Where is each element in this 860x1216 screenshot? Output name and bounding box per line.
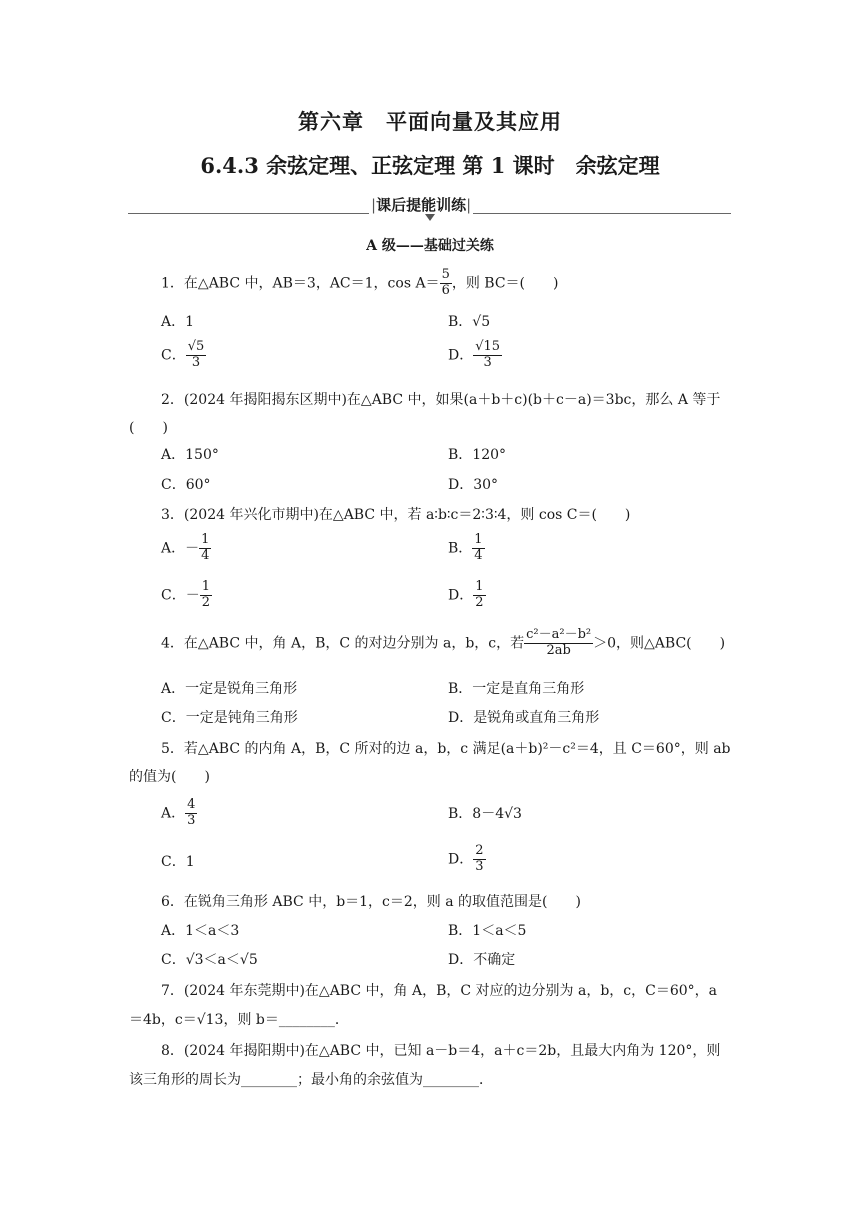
option-letter: C． xyxy=(161,477,186,493)
option-A xyxy=(161,533,211,564)
fraction xyxy=(199,533,211,564)
question-7-cont: ＝4b，c＝√13，则 b＝________． xyxy=(129,1012,349,1028)
option-D xyxy=(448,949,515,969)
option-text: 1 xyxy=(185,314,195,330)
option-text: 8－4√3 xyxy=(472,806,522,822)
option-D xyxy=(448,580,486,611)
option-text: 1 xyxy=(185,854,195,870)
question-number: 4． xyxy=(161,635,184,652)
option-C xyxy=(161,851,195,871)
question-stem: 若△ABC 的内角 A，B，C 所对的边 a，b，c 满足(a＋b)²－c²＝4，且 C＝60°，则 ab xyxy=(183,741,731,757)
option-letter: A． xyxy=(161,314,186,330)
fraction xyxy=(473,580,485,611)
denominator: 6 xyxy=(441,282,450,298)
question-2-cont: ( ) xyxy=(129,420,168,436)
option-C xyxy=(161,474,211,494)
option-letter: D． xyxy=(448,851,474,868)
numerator: 1 xyxy=(475,579,484,594)
option-letter: B． xyxy=(448,314,473,330)
option-D xyxy=(448,844,486,875)
triangle-marker-icon xyxy=(425,214,435,221)
question-3 xyxy=(161,504,630,524)
option-B xyxy=(448,311,490,331)
question-stem-end: ＞0，则△ABC( ) xyxy=(593,635,726,652)
option-B xyxy=(448,920,526,940)
question-8 xyxy=(161,1040,720,1060)
option-letter: D． xyxy=(448,710,474,726)
numerator: 1 xyxy=(201,532,210,547)
option-B xyxy=(448,533,485,564)
fraction xyxy=(200,580,212,611)
question-number: 6． xyxy=(161,894,184,910)
option-C xyxy=(161,949,258,969)
option-text: √5 xyxy=(472,314,491,330)
question-number: 2． xyxy=(161,392,184,408)
question-number: 8． xyxy=(161,1043,184,1059)
question-1 xyxy=(161,268,558,299)
fraction xyxy=(185,798,197,829)
question-5-cont: 的值为( ) xyxy=(129,769,210,785)
question-4 xyxy=(161,628,725,659)
numerator: 2 xyxy=(475,843,484,858)
option-letter: C． xyxy=(161,587,186,604)
question-stem: 在锐角三角形 ABC 中，b＝1，c＝2，则 a 的取值范围是( ) xyxy=(183,894,581,910)
option-C xyxy=(161,340,206,371)
question-stem: (2024 年东莞期中)在△ABC 中，角 A，B，C 对应的边分别为 a，b，c，C＝60°，a xyxy=(183,983,717,999)
option-text: 不确定 xyxy=(473,952,516,968)
fraction xyxy=(473,340,502,371)
numerator: c²－a²－b² xyxy=(526,627,592,642)
question-number: 1． xyxy=(161,275,184,292)
fraction xyxy=(186,340,207,371)
option-letter: C． xyxy=(161,710,186,726)
option-text: √3＜a＜√5 xyxy=(185,952,258,968)
option-text: 1＜a＜5 xyxy=(472,923,527,939)
option-letter: A． xyxy=(161,447,186,463)
denominator: 4 xyxy=(474,547,483,563)
fraction xyxy=(473,844,485,875)
option-letter: D． xyxy=(448,952,474,968)
option-letter: A． xyxy=(161,540,186,557)
option-text: 一定是钝角三角形 xyxy=(185,710,298,726)
option-B xyxy=(448,803,522,823)
numerator: 1 xyxy=(201,579,210,594)
denominator: 3 xyxy=(475,858,484,874)
option-letter: C． xyxy=(161,854,186,870)
option-letter: C． xyxy=(161,952,186,968)
option-text: 150° xyxy=(185,447,219,463)
question-number: 3． xyxy=(161,507,184,523)
option-letter: B． xyxy=(448,923,473,939)
option-D xyxy=(448,474,498,494)
option-letter: A． xyxy=(161,681,186,697)
chapter-title: 第六章 平面向量及其应用 xyxy=(298,109,562,134)
numerator: 1 xyxy=(474,532,483,547)
option-text: 120° xyxy=(472,447,507,463)
denominator: 4 xyxy=(201,547,210,563)
fraction xyxy=(524,628,593,659)
lesson-title: 6.4.3 余弦定理、正弦定理 第 1 课时 余弦定理 xyxy=(200,153,660,178)
option-D xyxy=(448,707,599,727)
level-heading-label: A 级——基础过关练 xyxy=(366,238,494,254)
option-letter: D． xyxy=(448,347,474,364)
section-tag-label: 课后提能训练 xyxy=(376,196,467,214)
numerator: 5 xyxy=(441,267,450,282)
option-letter: A． xyxy=(161,923,186,939)
option-letter: A． xyxy=(161,805,186,822)
option-A xyxy=(161,444,219,464)
sign: － xyxy=(185,540,200,557)
option-letter: B． xyxy=(448,447,473,463)
numerator: √5 xyxy=(187,339,205,354)
option-text: 一定是锐角三角形 xyxy=(185,681,298,697)
question-2 xyxy=(161,389,720,409)
option-A xyxy=(161,798,197,829)
option-letter: B． xyxy=(448,540,473,557)
option-C xyxy=(161,580,212,611)
fraction xyxy=(440,268,452,299)
question-number: 5． xyxy=(161,741,184,757)
fraction xyxy=(472,533,484,564)
numerator: √15 xyxy=(475,339,501,354)
question-stem: 在△ABC 中，AB＝3，AC＝1，cos A＝ xyxy=(183,275,440,292)
option-letter: B． xyxy=(448,681,473,697)
question-stem: (2024 年揭阳揭东区期中)在△ABC 中，如果(a＋b＋c)(b＋c－a)＝3bc，那么 A 等于 xyxy=(183,392,721,408)
option-text: 30° xyxy=(473,477,499,493)
option-C xyxy=(161,707,298,727)
question-stem-end: ，则 BC＝( ) xyxy=(451,275,559,292)
denominator: 3 xyxy=(483,354,492,370)
question-5 xyxy=(161,738,731,758)
question-stem: (2024 年兴化市期中)在△ABC 中，若 a∶b∶c＝2∶3∶4，则 cos C＝( ) xyxy=(183,507,631,523)
option-text: 1＜a＜3 xyxy=(185,923,240,939)
denominator: 2 xyxy=(201,594,210,610)
option-B xyxy=(448,678,584,698)
denominator: 2ab xyxy=(546,642,571,658)
question-stem: 在△ABC 中，角 A，B，C 的对边分别为 a，b，c，若 xyxy=(183,635,525,652)
option-D xyxy=(448,340,502,371)
option-text: 是锐角或直角三角形 xyxy=(473,710,600,726)
denominator: 3 xyxy=(187,812,196,828)
numerator: 4 xyxy=(187,797,196,812)
sign: － xyxy=(185,587,200,604)
option-text: 60° xyxy=(185,477,211,493)
denominator: 3 xyxy=(191,354,201,370)
denominator: 2 xyxy=(475,594,484,610)
option-A xyxy=(161,678,297,698)
question-number: 7． xyxy=(161,983,184,999)
level-heading xyxy=(0,235,860,255)
option-A xyxy=(161,920,239,940)
option-B xyxy=(448,444,506,464)
option-letter: B． xyxy=(448,806,473,822)
option-letter: D． xyxy=(448,587,474,604)
question-7 xyxy=(161,980,717,1000)
option-text: 一定是直角三角形 xyxy=(472,681,585,697)
option-letter: D． xyxy=(448,477,474,493)
question-stem: (2024 年揭阳期中)在△ABC 中，已知 a－b＝4，a＋c＝2b，且最大内角为 120°，则 xyxy=(183,1043,721,1059)
option-letter: C． xyxy=(161,347,186,364)
option-A xyxy=(161,311,194,331)
section-tag: |课后提能训练| xyxy=(371,196,472,214)
question-6 xyxy=(161,891,581,911)
question-8-cont: 该三角形的周长为________；最小角的余弦值为________． xyxy=(129,1072,493,1088)
